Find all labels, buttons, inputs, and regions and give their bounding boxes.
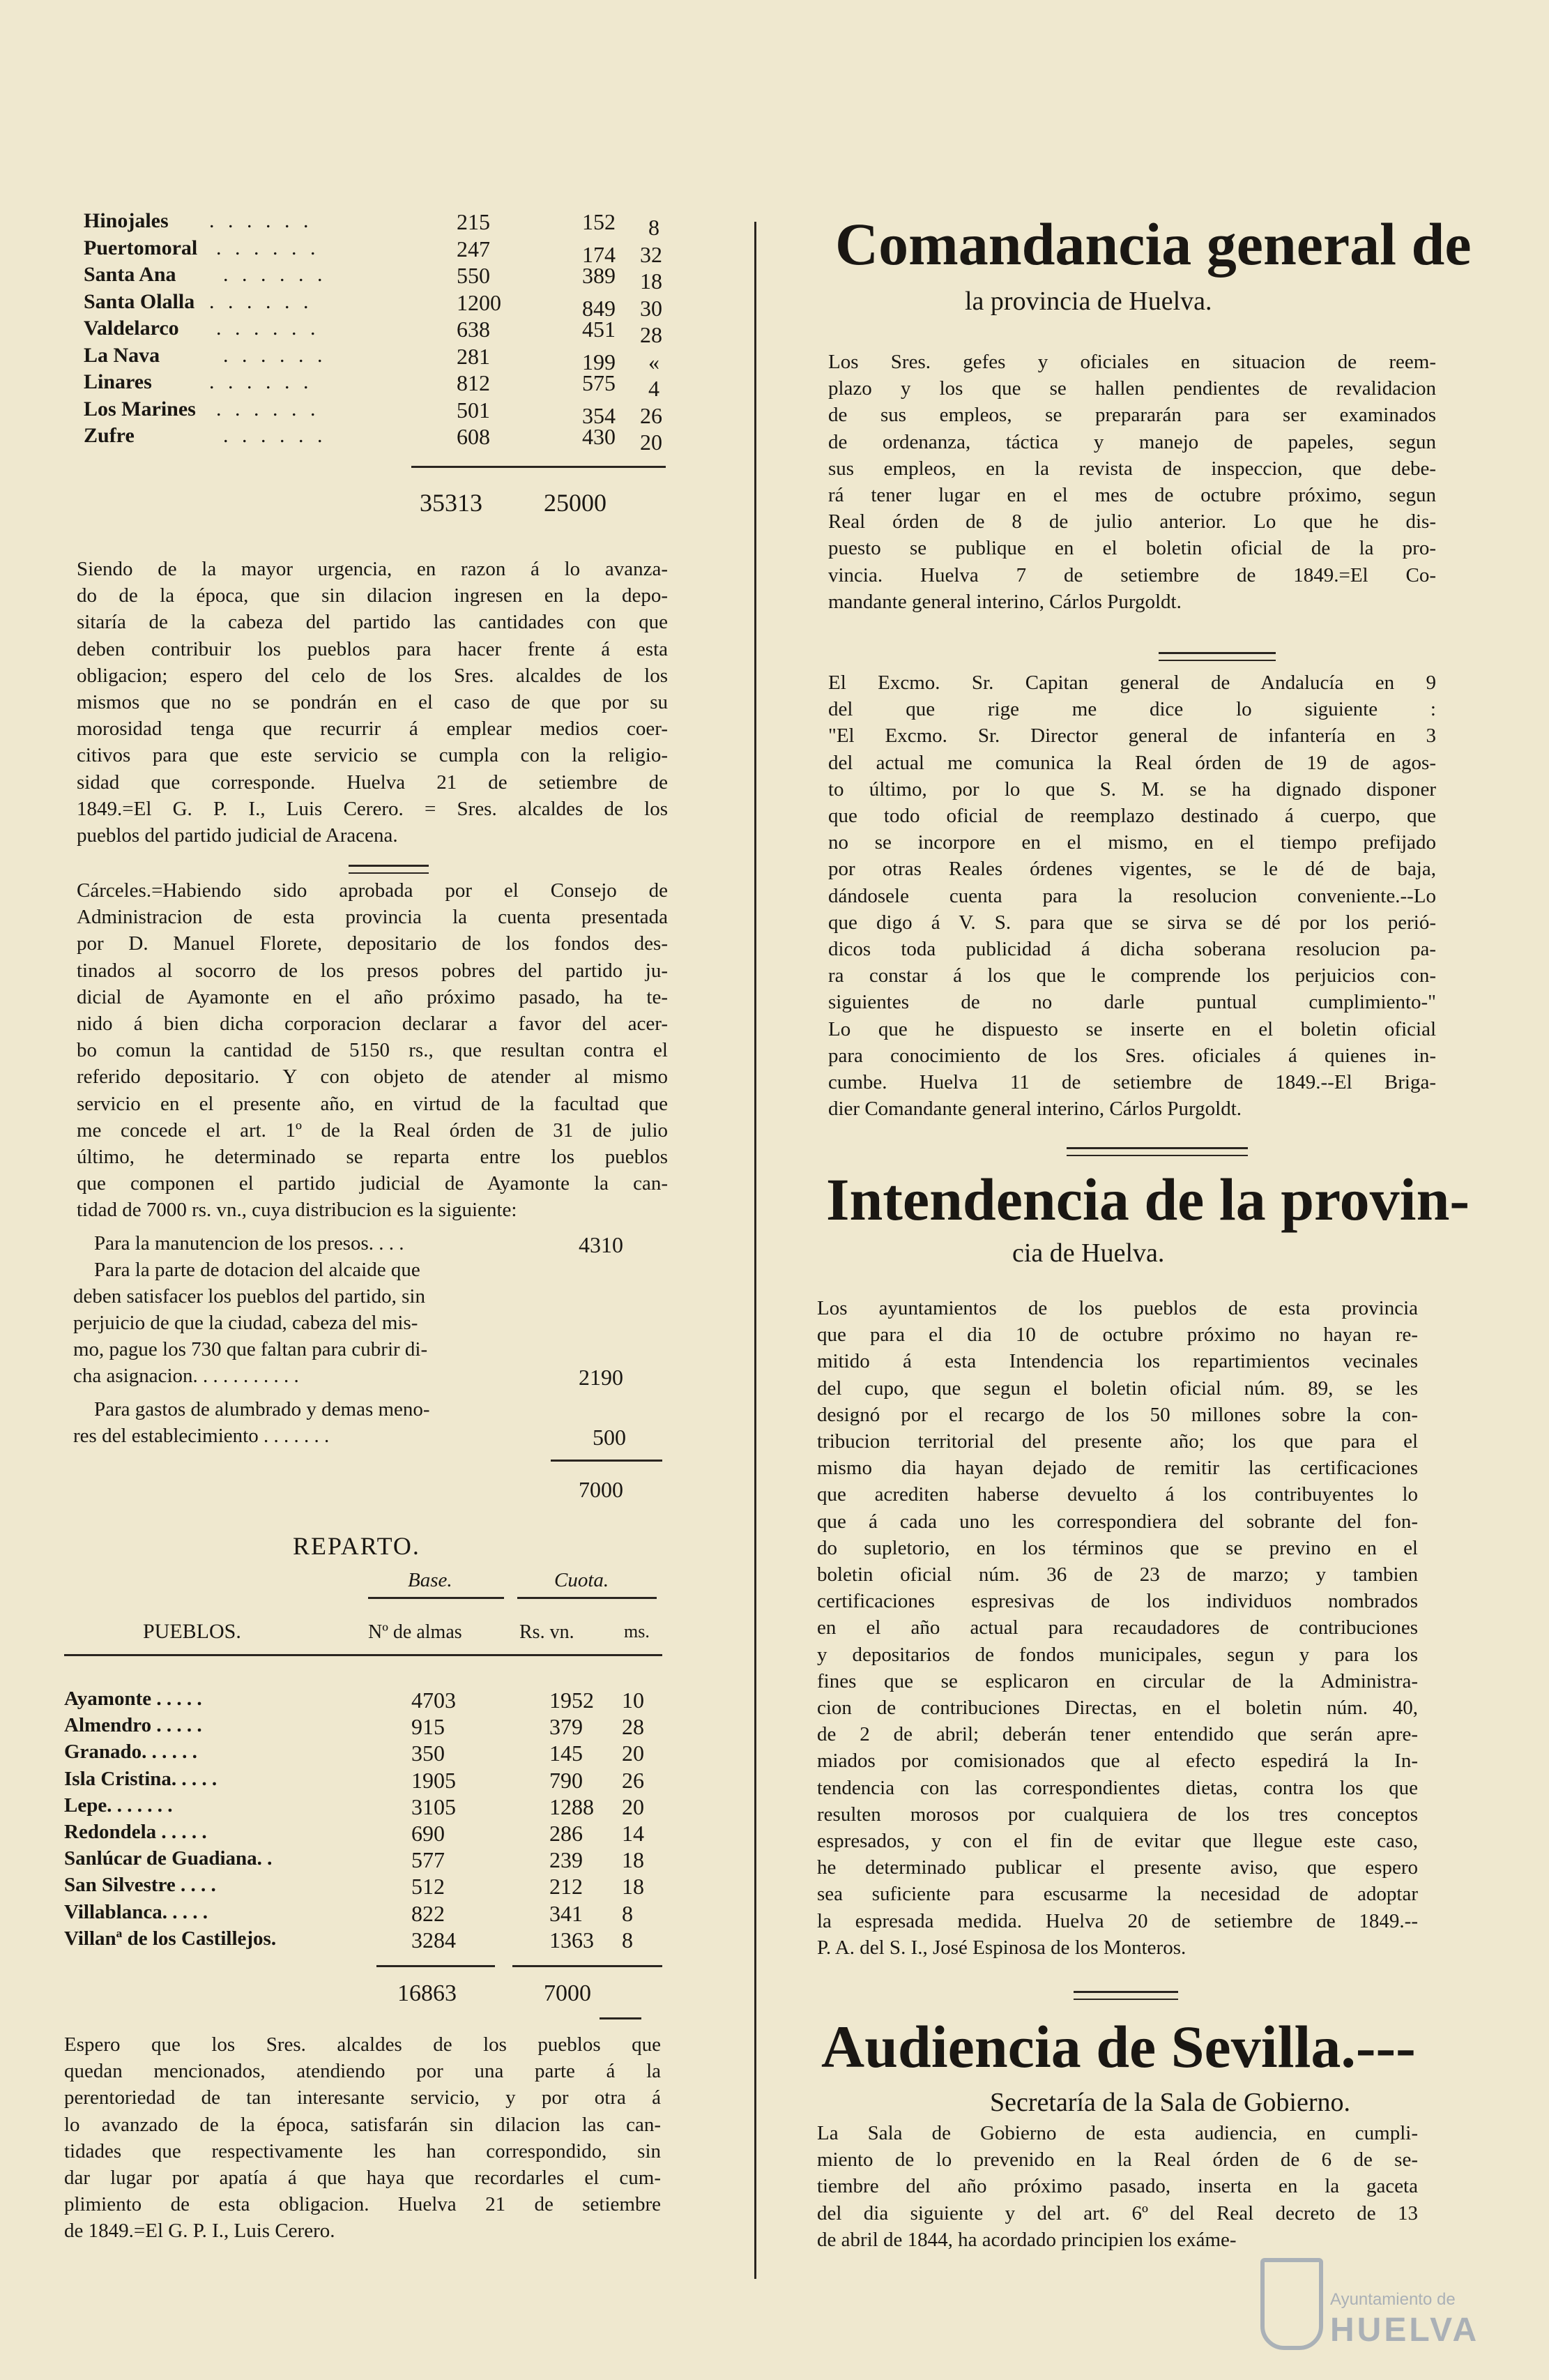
text-line: plazo y los que se hallen pendientes de revalidacion	[828, 377, 1436, 400]
expense-value-1: 4310	[579, 1232, 623, 1257]
row-value-c: 8	[648, 215, 659, 240]
expense-value-2: 2190	[579, 1365, 623, 1390]
row-name: Santa Olalla	[84, 289, 195, 313]
text-line: del actual me comunica la Real órden de 19 de agos-	[828, 751, 1436, 774]
intendencia-title: Intendencia de la provin-	[826, 1166, 1470, 1233]
text-line: rá tener lugar en el mes de octubre próximo, segun	[828, 484, 1436, 507]
row-value-a: 501	[457, 397, 490, 423]
reparto-row-name: Isla Cristina. . . . .	[64, 1767, 218, 1790]
text-line: tendencia con las correspondientes dietas, contra los que	[817, 1776, 1418, 1799]
text-line: obligacion; espero del celo de los Sres. alcaldes de los	[77, 664, 668, 687]
text-line: La Sala de Gobierno de esta audiencia, en cumpli-	[817, 2122, 1418, 2144]
text-line: del que rige me dice lo siguiente :	[828, 698, 1436, 721]
text-line: Lo que he dispuesto se inserte en el boletin oficial	[828, 1017, 1436, 1040]
reparto-row-almas: 3105	[411, 1794, 456, 1819]
ornament-rule	[1074, 1991, 1178, 2000]
row-value-b: 152	[582, 209, 616, 234]
expense-item-2-line: cha asignacion. . . . . . . . . . .	[73, 1365, 299, 1387]
row-dots: . . . . . .	[216, 397, 320, 420]
text-line: miento de lo prevenido en la Real órden de 6 de se-	[817, 2148, 1418, 2171]
reparto-row-ms: 20	[622, 1794, 644, 1819]
text-line: to último, por lo que S. M. se ha dignado disponer	[828, 778, 1436, 801]
watermark	[1260, 2258, 1511, 2363]
text-line: mandante general interino, Cárlos Purgoldt.	[828, 590, 1182, 613]
reparto-row-ms: 20	[622, 1741, 644, 1766]
text-line: P. A. del S. I., José Espinosa de los Monteros.	[817, 1936, 1186, 1959]
reparto-title: REPARTO.	[293, 1532, 420, 1560]
row-value-a: 550	[457, 263, 490, 288]
text-line: mitido á esta Intendencia los repartimientos vecinales	[817, 1350, 1418, 1373]
text-line: me concede el art. 1º de la Real órden de 31 de julio	[77, 1119, 668, 1142]
row-value-b: 354	[582, 402, 616, 428]
row-dots: . . . . . .	[223, 343, 327, 367]
row-value-a: 638	[457, 317, 490, 342]
expense-item-2-line: perjuicio de que la ciudad, cabeza del mis-	[73, 1312, 418, 1334]
comandancia-paragraph-1	[828, 349, 1436, 615]
text-line: que digo á V. S. para que se sirva se dé por los perió-	[828, 911, 1436, 934]
text-line: plimiento de esta obligacion. Huelva 21 de setiembre	[64, 2193, 661, 2216]
reparto-row-rs: 379	[549, 1714, 583, 1740]
text-line: perentoriedad de tan interesante servicio, y por otra á	[64, 2086, 661, 2109]
reparto-total-rule-a	[376, 1965, 495, 1967]
text-line: pueblos del partido judicial de Aracena.	[77, 824, 398, 847]
text-line: dándosele cuenta para la resolucion conveniente.--Lo	[828, 884, 1436, 907]
col-header-rs: Rs. vn.	[519, 1621, 574, 1643]
audiencia-paragraph	[817, 2120, 1418, 2253]
total-rule	[411, 466, 666, 468]
text-line: do de la época, que sin dilacion ingresen en la depo-	[77, 584, 668, 607]
text-line: para conocimiento de los Sres. oficiales á quienes in-	[828, 1044, 1436, 1067]
reparto-rule-base	[368, 1597, 504, 1599]
left-paragraph-closing	[64, 2031, 661, 2245]
expense-item-3-line: Para gastos de alumbrado y demas meno-	[94, 1398, 430, 1420]
row-value-c: 18	[640, 268, 662, 294]
row-value-c: 26	[640, 402, 662, 428]
shield-icon	[1260, 2258, 1323, 2350]
reparto-row-rs: 341	[549, 1900, 583, 1926]
comandancia-subtitle: la provincia de Huelva.	[965, 287, 1212, 316]
text-line: y depositarios de fondos municipales, segun y para los	[817, 1643, 1418, 1666]
row-value-b: 430	[582, 424, 616, 449]
reparto-row-ms: 8	[622, 1900, 633, 1926]
text-line: que todo oficial de reemplazo destinado á cuerpo, que	[828, 805, 1436, 828]
row-name: Linares	[84, 370, 152, 393]
reparto-row-rs: 286	[549, 1821, 583, 1846]
reparto-row-almas: 4703	[411, 1688, 456, 1713]
intendencia-paragraph	[817, 1295, 1418, 1961]
text-line: que á cada uno les correspondiera del sobrante del fon-	[817, 1510, 1418, 1533]
expense-value-3: 500	[593, 1425, 626, 1450]
expense-total-rule	[551, 1460, 662, 1462]
text-line: servicio en el presente año, en virtud de la facultad que	[77, 1092, 668, 1115]
reparto-total-rs: 7000	[544, 1980, 591, 2006]
row-value-b: 174	[582, 241, 616, 267]
text-line: certificaciones espresivas de los individuos nombrados	[817, 1590, 1418, 1613]
text-line: Siendo de la mayor urgencia, en razon á lo avanza-	[77, 558, 668, 580]
text-line: sidad que corresponde. Huelva 21 de setiembre de	[77, 771, 668, 794]
text-line: la espresada medida. Huelva 20 de setiembre de 1849.--	[817, 1909, 1418, 1932]
row-value-c: 32	[640, 241, 662, 267]
row-name: Los Marines	[84, 397, 196, 420]
row-dots: . . . . . .	[216, 236, 320, 259]
column-divider	[754, 222, 756, 2279]
text-line: he determinado publicar el presente aviso, que espero	[817, 1856, 1418, 1879]
row-dots: . . . . . .	[216, 317, 320, 340]
expense-item-2-line: deben satisfacer los pueblos del partido, sin	[73, 1285, 425, 1308]
text-line: Los Sres. gefes y oficiales en situacion de reem-	[828, 351, 1436, 373]
row-dots: . . . . . .	[209, 370, 313, 393]
text-line: siguientes de no darle puntual cumplimiento-"	[828, 991, 1436, 1014]
reparto-total-almas: 16863	[397, 1980, 457, 2006]
row-value-b: 575	[582, 370, 616, 395]
reparto-row-rs: 212	[549, 1874, 583, 1900]
row-name: Santa Ana	[84, 263, 176, 286]
row-value-a: 247	[457, 236, 490, 262]
reparto-rule-cuota	[517, 1597, 657, 1599]
col-header-ms: ms.	[624, 1621, 650, 1642]
reparto-row-almas: 915	[411, 1714, 445, 1740]
row-value-a: 1200	[457, 289, 501, 315]
reparto-row-almas: 3284	[411, 1927, 456, 1953]
row-value-c: 30	[640, 295, 662, 321]
reparto-row-ms: 18	[622, 1874, 644, 1900]
ornament-rule	[349, 865, 429, 874]
total-b: 25000	[544, 489, 606, 517]
expense-item-2-line: Para la parte de dotacion del alcaide que	[94, 1259, 420, 1281]
text-line: do supletorio, en los términos que se previno en el	[817, 1536, 1418, 1559]
text-line: mismo dia hayan dejado de remitir las certificaciones	[817, 1457, 1418, 1480]
reparto-row-almas: 512	[411, 1874, 445, 1900]
text-line: que para el dia 10 de octubre próximo no hayan re-	[817, 1324, 1418, 1347]
reparto-row-name: San Silvestre . . . .	[64, 1874, 216, 1897]
text-line: sus empleos, en la revista de inspeccion, que debe-	[828, 457, 1436, 480]
text-line: lo avanzado de la época, satisfarán sin dilacion las can-	[64, 2113, 661, 2136]
text-line: tidades que respectivamente les han correspondido, sin	[64, 2139, 661, 2162]
reparto-row-name: Sanlúcar de Guadiana. .	[64, 1847, 273, 1870]
text-line: de 2 de abril; deberán tener entendido que serán apre-	[817, 1723, 1418, 1746]
comandancia-paragraph-2	[828, 669, 1436, 1122]
reparto-row-name: Villablanca. . . . .	[64, 1900, 208, 1923]
reparto-row-ms: 18	[622, 1847, 644, 1873]
text-line: sea suficiente para escusarme la necesidad de adoptar	[817, 1883, 1418, 1906]
row-value-b: 389	[582, 263, 616, 288]
watermark-line-1: Ayuntamiento de	[1330, 2290, 1456, 2309]
reparto-row-name: Ayamonte . . . . .	[64, 1688, 202, 1710]
text-line: de 1849.=El G. P. I., Luis Cerero.	[64, 2220, 335, 2243]
reparto-row-almas: 577	[411, 1847, 445, 1873]
text-line: "El Excmo. Sr. Director general de infantería en 3	[828, 725, 1436, 748]
comandancia-title: Comandancia general de	[835, 211, 1472, 278]
text-line: Real órden de 8 de julio anterior. Lo que he dis-	[828, 510, 1436, 533]
reparto-row-ms: 10	[622, 1688, 644, 1713]
text-line: fines que se esplicaron en circular de la Administra-	[817, 1669, 1418, 1692]
row-name: Zufre	[84, 424, 135, 447]
text-line: quedan mencionados, atendiendo por una parte á la	[64, 2060, 661, 2083]
reparto-total-rule-b	[512, 1965, 662, 1967]
text-line: del dia siguiente y del art. 6º del Real decreto de 13	[817, 2201, 1418, 2224]
reparto-bottom-rule	[600, 2017, 641, 2019]
row-name: Puertomoral	[84, 236, 198, 259]
text-line: resulten morosos por cualquiera de los tres conceptos	[817, 1803, 1418, 1826]
row-value-a: 215	[457, 209, 490, 234]
text-line: tribucion territorial del presente año; los que para el	[817, 1430, 1418, 1453]
reparto-header-rule	[64, 1654, 662, 1656]
text-line: referido depositario. Y con objeto de atender al mismo	[77, 1066, 668, 1089]
text-line: bo comun la cantidad de 5150 rs., que resultan contra el	[77, 1039, 668, 1062]
left-paragraph-aracena	[77, 556, 668, 849]
reparto-row-rs: 239	[549, 1847, 583, 1873]
row-name: Valdelarco	[84, 317, 179, 340]
text-line: sitaría de la cabeza del partido las cantidades con que	[77, 611, 668, 634]
text-line: boletin oficial núm. 36 de 23 de marzo; y tambien	[817, 1563, 1418, 1586]
text-line: 1849.=El G. P. I., Luis Cerero. = Sres. alcaldes de los	[77, 797, 668, 820]
reparto-row-ms: 14	[622, 1821, 644, 1846]
expense-item-2-line: mo, pague los 730 que faltan para cubrir di-	[73, 1338, 428, 1360]
text-line: vincia. Huelva 7 de setiembre de 1849.=El Co-	[828, 563, 1436, 586]
text-line: que componen el partido judicial de Ayamonte la can-	[77, 1172, 668, 1195]
reparto-row-name: Lepe. . . . . . .	[64, 1794, 173, 1817]
text-line: citivos para que este servicio se cumpla con la religio-	[77, 744, 668, 767]
col-header-pueblos: PUEBLOS.	[143, 1620, 241, 1643]
audiencia-subtitle: Secretaría de la Sala de Gobierno.	[990, 2088, 1350, 2117]
text-line: del cupo, que segun el boletin oficial núm. 89, se les	[817, 1377, 1418, 1400]
expense-item-1: Para la manutencion de los presos. . . .	[94, 1232, 404, 1255]
row-value-b: 849	[582, 295, 616, 321]
row-name: La Nava	[84, 343, 160, 367]
text-line: puesto se publique en el boletin oficial de la pro-	[828, 537, 1436, 560]
audiencia-title: Audiencia de Sevilla.---	[821, 2013, 1416, 2080]
text-line: Los ayuntamientos de los pueblos de esta provincia	[817, 1297, 1418, 1319]
text-line: miados por comisionados que al efecto espedirá la In-	[817, 1750, 1418, 1773]
text-line: de ordenanza, táctica y manejo de papeles, segun	[828, 430, 1436, 453]
text-line: El Excmo. Sr. Capitan general de Andalucía en 9	[828, 672, 1436, 694]
reparto-row-rs: 1363	[549, 1927, 594, 1953]
watermark-line-2: HUELVA	[1330, 2312, 1480, 2349]
row-dots: . . . . . .	[209, 209, 313, 232]
reparto-row-name: Villanª de los Castillejos.	[64, 1927, 277, 1950]
text-line: cion de contribuciones Directas, en el boletin núm. 40,	[817, 1697, 1418, 1720]
row-value-c: 20	[640, 430, 662, 455]
text-line: nido á bien dicha corporacion declarar a favor del acer-	[77, 1013, 668, 1036]
text-line: de abril de 1844, ha acordado principien los exáme-	[817, 2228, 1237, 2251]
text-line: que acrediten haberse devuelto á los contribuyentes lo	[817, 1483, 1418, 1506]
reparto-row-name: Almendro . . . . .	[64, 1714, 202, 1737]
reparto-row-rs: 790	[549, 1767, 583, 1793]
reparto-row-name: Redondela . . . . .	[64, 1821, 207, 1843]
reparto-row-almas: 1905	[411, 1767, 456, 1793]
total-a: 35313	[420, 489, 482, 517]
text-line: tiembre del año próximo pasado, inserta en la gaceta	[817, 2175, 1418, 2198]
text-line: designó por el recargo de los 50 millones sobre la con-	[817, 1403, 1418, 1426]
reparto-row-almas: 690	[411, 1821, 445, 1846]
ornament-rule	[1067, 1147, 1248, 1156]
reparto-row-rs: 1952	[549, 1688, 594, 1713]
reparto-row-rs: 1288	[549, 1794, 594, 1819]
text-line: morosidad tenga que recurrir á emplear medios coer-	[77, 718, 668, 741]
text-line: por D. Manuel Florete, depositario de los fondos des-	[77, 932, 668, 955]
row-value-a: 812	[457, 370, 490, 395]
row-value-c: 4	[648, 376, 659, 401]
ornament-rule	[1159, 652, 1276, 661]
text-line: espresados, y con el fin de evitar que llegue este caso,	[817, 1830, 1418, 1853]
text-line: dicos toda publicidad á dicha soberana resolucion pa-	[828, 938, 1436, 961]
row-dots: . . . . . .	[209, 289, 313, 313]
text-line: tinados al socorro de los presos pobres del partido ju-	[77, 959, 668, 982]
text-line: Espero que los Sres. alcaldes de los pueblos que	[64, 2033, 661, 2056]
text-line: Administracion de esta provincia la cuenta presentada	[77, 906, 668, 929]
expense-total: 7000	[579, 1477, 623, 1502]
reparto-row-ms: 28	[622, 1714, 644, 1740]
reparto-row-name: Granado. . . . . .	[64, 1741, 197, 1764]
row-name: Hinojales	[84, 209, 169, 232]
expense-item-3-line: res del establecimiento . . . . . . .	[73, 1425, 330, 1447]
col-header-almas: Nº de almas	[368, 1621, 462, 1643]
reparto-row-almas: 822	[411, 1900, 445, 1926]
text-line: ra constar á los que le comprende los perjuicios con-	[828, 964, 1436, 987]
text-line: dicial de Ayamonte en el año próximo pasado, ha te-	[77, 985, 668, 1008]
text-line: tidad de 7000 rs. vn., cuya distribucion es la siguiente:	[77, 1199, 517, 1222]
reparto-row-almas: 350	[411, 1741, 445, 1766]
text-line: dar lugar por apatía á que haya que recordarles el cum-	[64, 2167, 661, 2190]
row-value-b: 199	[582, 349, 616, 374]
text-line: en el año actual para recaudadores de contribuciones	[817, 1616, 1418, 1639]
text-line: de sus empleos, se prepararán para ser examinados	[828, 404, 1436, 427]
row-value-a: 281	[457, 343, 490, 369]
row-value-c: «	[648, 349, 659, 374]
row-dots: . . . . . .	[223, 263, 327, 286]
row-value-c: 28	[640, 322, 662, 347]
row-value-b: 451	[582, 317, 616, 342]
text-line: por otras Reales órdenes vigentes, se le dé de baja,	[828, 858, 1436, 881]
row-dots: . . . . . .	[223, 424, 327, 447]
reparto-row-ms: 8	[622, 1927, 633, 1953]
text-line: dier Comandante general interino, Cárlos Purgoldt.	[828, 1098, 1242, 1121]
text-line: último, he determinado se reparta entre los pueblos	[77, 1146, 668, 1169]
reparto-row-ms: 26	[622, 1767, 644, 1793]
row-value-a: 608	[457, 424, 490, 449]
text-line: no se incorpore en el mismo, en el tiempo prefijado	[828, 831, 1436, 854]
reparto-base-label: Base.	[408, 1569, 452, 1591]
left-paragraph-carceles	[77, 877, 668, 1224]
text-line: mismos que no se pondrán en el caso de que por su	[77, 691, 668, 714]
text-line: deben contribuir los pueblos para hacer frente á esta	[77, 637, 668, 660]
intendencia-subtitle: cia de Huelva.	[1012, 1238, 1165, 1268]
reparto-row-rs: 145	[549, 1741, 583, 1766]
reparto-cuota-label: Cuota.	[554, 1569, 609, 1591]
text-line: Cárceles.=Habiendo sido aprobada por el Consejo de	[77, 879, 668, 902]
text-line: cumbe. Huelva 11 de setiembre de 1849.--El Briga-	[828, 1071, 1436, 1094]
